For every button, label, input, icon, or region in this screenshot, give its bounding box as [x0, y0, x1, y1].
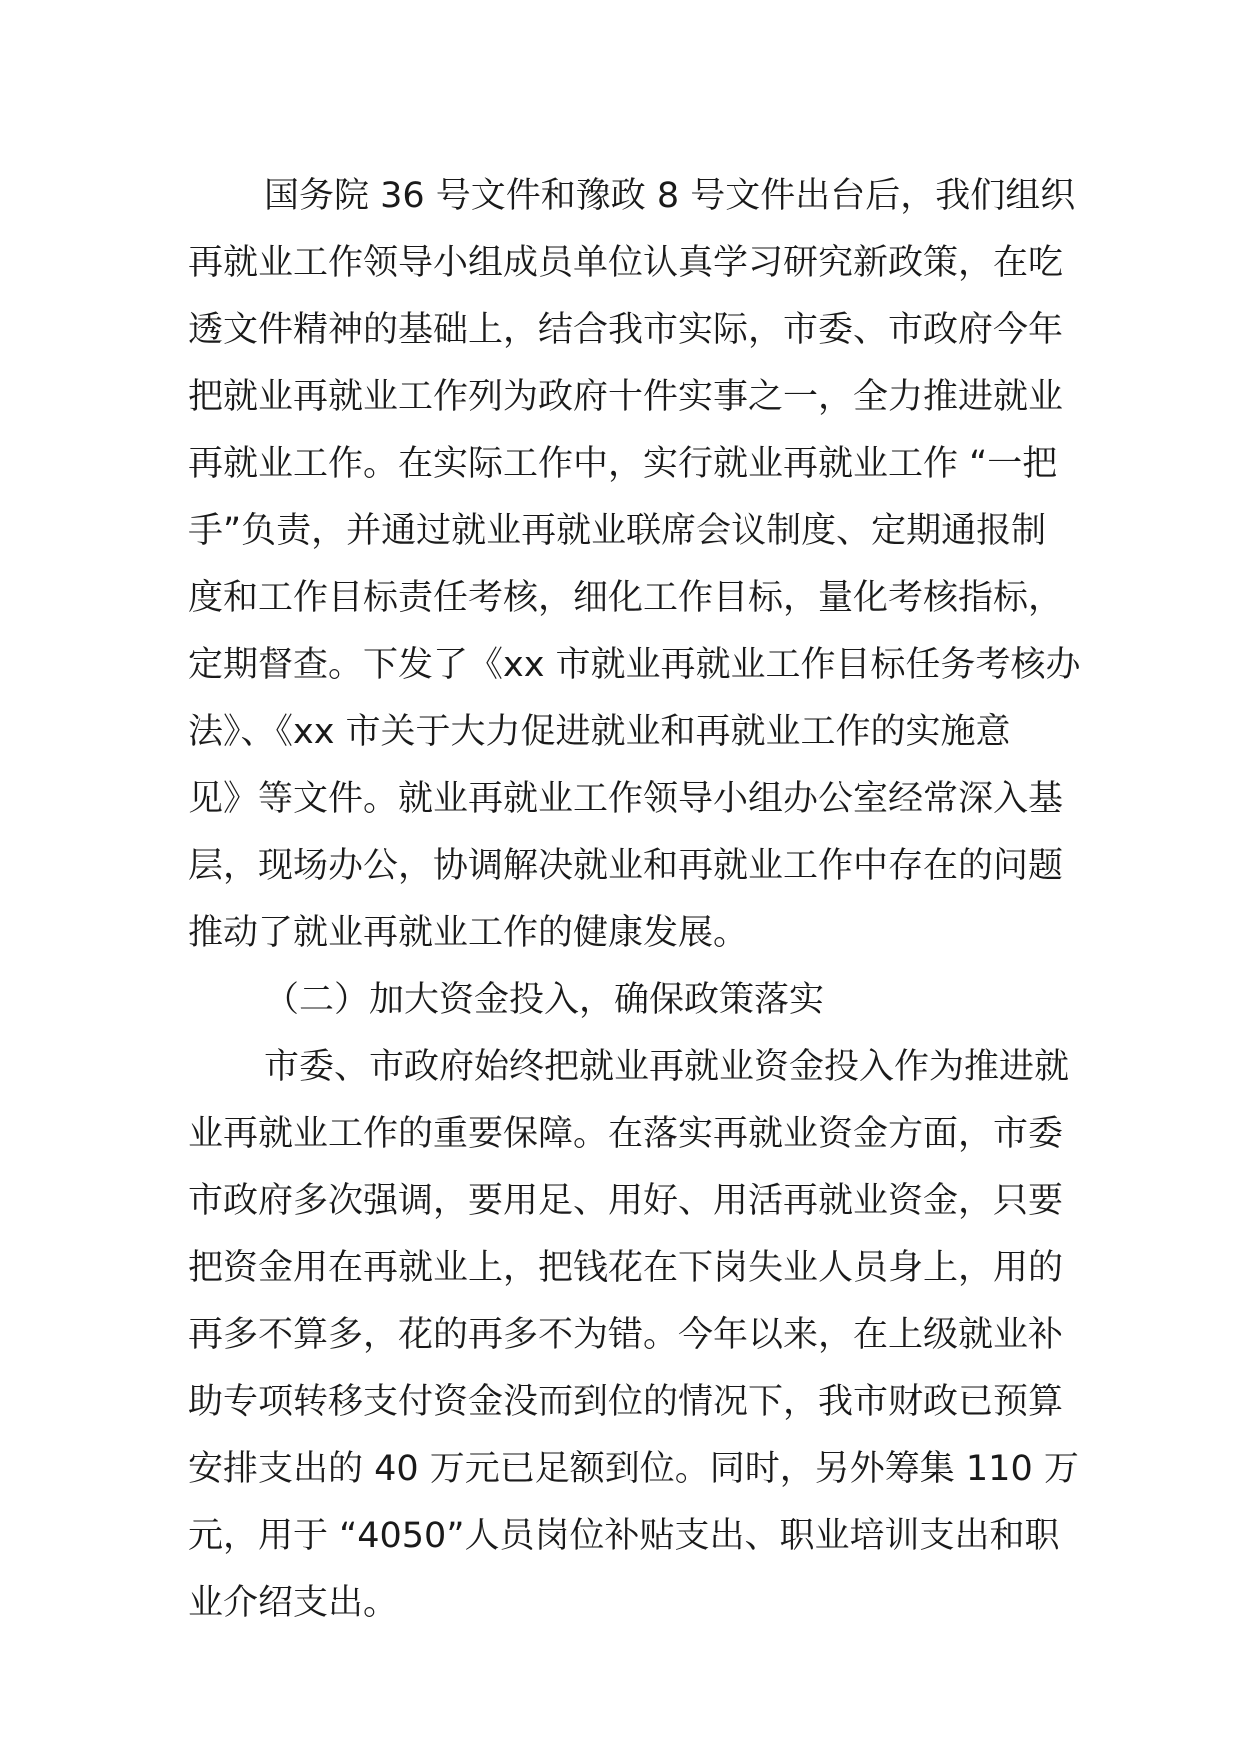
document-body — [188, 163, 1081, 1637]
paragraph-line: 法》、《xx 市关于大力促进就业和再就业工作的实施意 — [188, 712, 1011, 752]
paragraph-line: 层，现场办公，协调解决就业和再就业工作中存在的问题 — [188, 846, 1064, 886]
paragraph-line: 业再就业工作的重要保障。在落实再就业资金方面，市委 — [188, 1114, 1064, 1154]
paragraph-line: 把资金用在再就业上，把钱花在下岗失业人员身上，用的 — [188, 1248, 1064, 1288]
paragraph-line: 安排支出的 40 万元已足额到位。同时，另外筹集 110 万 — [188, 1449, 1079, 1489]
paragraph-line: 业介绍支出。 — [188, 1583, 399, 1623]
paragraph-1 — [188, 163, 1081, 967]
paragraph-2 — [188, 1034, 1079, 1637]
paragraph-line: 市委、市政府始终把就业再就业资金投入作为推进就 — [264, 1047, 1070, 1087]
paragraph-line: 元，用于 “4050”人员岗位补贴支出、职业培训支出和职 — [188, 1516, 1060, 1556]
paragraph-line: 国务院 36 号文件和豫政 8 号文件出台后，我们组织 — [264, 176, 1076, 216]
paragraph-line: 手”负责，并通过就业再就业联席会议制度、定期通报制 — [188, 511, 1047, 551]
paragraph-line: 市政府多次强调，要用足、用好、用活再就业资金，只要 — [188, 1181, 1064, 1221]
paragraph-line: 再就业工作领导小组成员单位认真学习研究新政策，在吃 — [188, 243, 1064, 283]
paragraph-line: 定期督查。下发了《xx 市就业再就业工作目标任务考核办 — [188, 645, 1081, 685]
paragraph-line: 度和工作目标责任考核，细化工作目标，量化考核指标， — [188, 578, 1064, 618]
paragraph-line: 助专项转移支付资金没而到位的情况下，我市财政已预算 — [188, 1382, 1064, 1422]
paragraph-line: 再就业工作。在实际工作中，实行就业再就业工作 “一把 — [188, 444, 1058, 484]
paragraph-line: 推动了就业再就业工作的健康发展。 — [188, 913, 749, 953]
paragraph-line: 见》等文件。就业再就业工作领导小组办公室经常深入基 — [188, 779, 1064, 819]
paragraph-line: 再多不算多，花的再多不为错。今年以来，在上级就业补 — [188, 1315, 1064, 1355]
section-heading: （二）加大资金投入，确保政策落实 — [264, 980, 825, 1020]
paragraph-line: 把就业再就业工作列为政府十件实事之一，全力推进就业 — [188, 377, 1064, 417]
paragraph-line: 透文件精神的基础上，结合我市实际，市委、市政府今年 — [188, 310, 1064, 350]
